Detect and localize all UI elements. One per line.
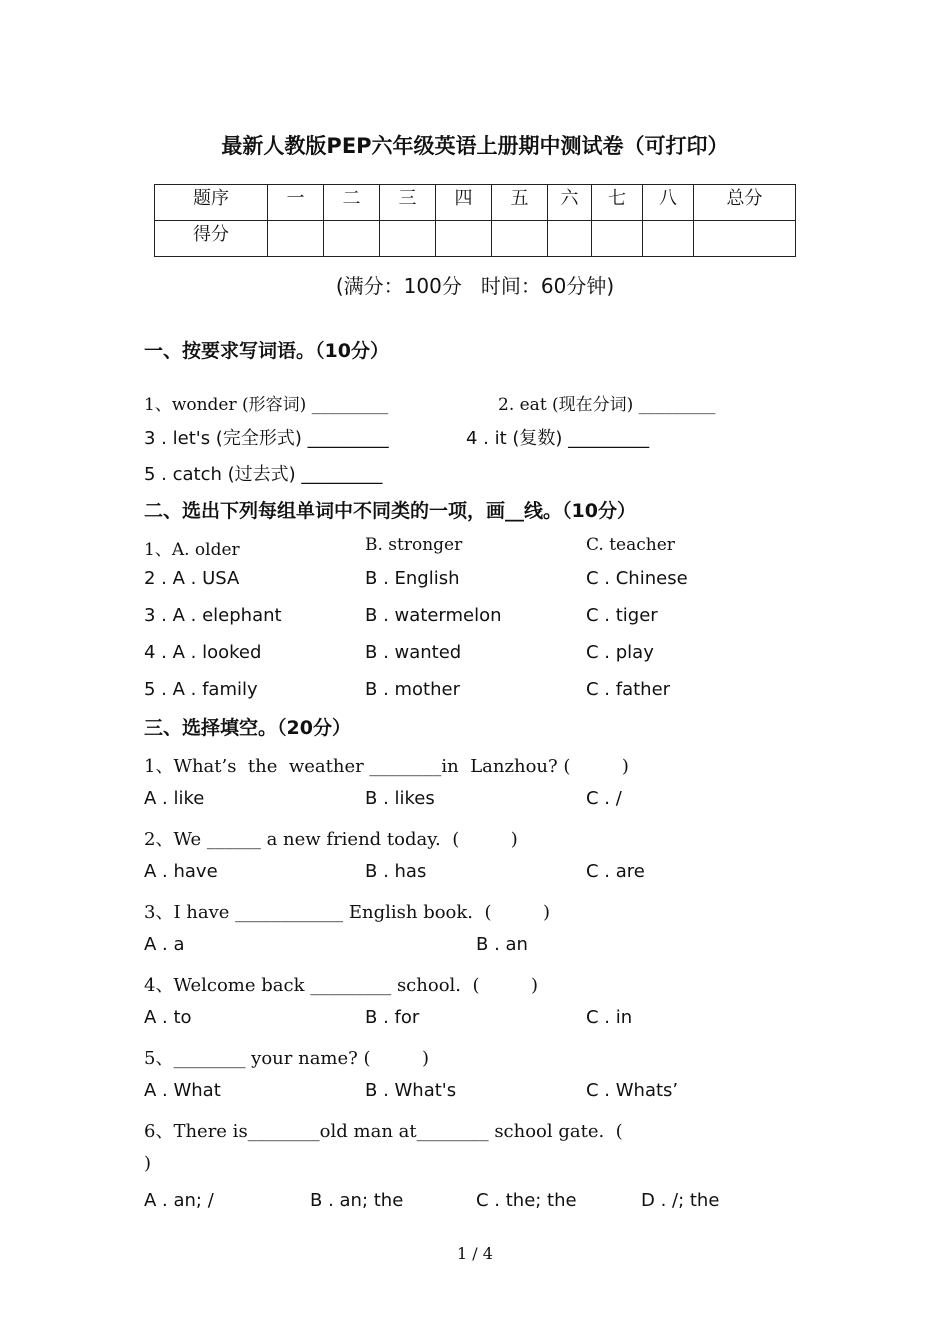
- option-text: B . has: [365, 861, 427, 882]
- option-text: A . to: [144, 1007, 192, 1028]
- option-text: A . like: [144, 788, 205, 809]
- option-text: A . have: [144, 861, 218, 882]
- option-text: C . Whats’: [586, 1080, 679, 1101]
- question-text: 4、Welcome back _________ school. ( ): [144, 975, 538, 996]
- option-text: A . an; /: [144, 1190, 214, 1211]
- question-text: 3 . let's (完全形式) _________: [144, 428, 389, 449]
- score-table-score-row: [155, 221, 796, 257]
- table-cell: 七: [592, 185, 643, 221]
- exam-info: (满分：100分 时间：60分钟): [335, 274, 615, 298]
- option-text: B . an: [476, 934, 528, 955]
- option-text: 5 . A . family: [144, 679, 258, 700]
- table-cell: 题序: [155, 185, 268, 221]
- table-cell: 二: [324, 185, 380, 221]
- question-text: 4 . it (复数) _________: [466, 428, 650, 449]
- table-cell: 六: [548, 185, 592, 221]
- option-text: C . tiger: [586, 605, 658, 626]
- page-title: 最新人教版PEP六年级英语上册期中测试卷（可打印）: [221, 134, 729, 158]
- option-text: B . wanted: [365, 642, 462, 663]
- section-2-heading: 二、选出下列每组单词中不同类的一项，画__线。（10分）: [144, 500, 636, 522]
- score-cell: [694, 221, 796, 257]
- option-text: C . play: [586, 642, 654, 663]
- question-text: 6、There is________old man at________ school gate. (: [144, 1121, 623, 1142]
- question-text: 2. eat (现在分词) _________: [498, 395, 716, 415]
- question-text: 1、What’s the weather ________in Lanzhou? ( ): [144, 756, 629, 777]
- table-cell: 五: [492, 185, 548, 221]
- option-text: B . mother: [365, 679, 461, 700]
- option-text: C . in: [586, 1007, 633, 1028]
- option-text: C . /: [586, 788, 622, 809]
- option-text: A . What: [144, 1080, 221, 1101]
- option-text: B . an; the: [310, 1190, 404, 1211]
- score-cell: [268, 221, 324, 257]
- table-cell: 一: [268, 185, 324, 221]
- question-text-continued: ): [144, 1153, 152, 1174]
- table-cell: 三: [380, 185, 436, 221]
- table-cell: 八: [643, 185, 694, 221]
- question-text: 5、________ your name? ( ): [144, 1048, 430, 1069]
- question-text: 5 . catch (过去式) _________: [144, 464, 383, 485]
- option-text: A . a: [144, 934, 185, 955]
- score-cell: [643, 221, 694, 257]
- table-cell: 四: [436, 185, 492, 221]
- score-cell: [492, 221, 548, 257]
- score-cell: [592, 221, 643, 257]
- option-text: B. stronger: [365, 535, 463, 555]
- question-text: 2、We ______ a new friend today. ( ): [144, 829, 518, 850]
- question-text: 3、I have ____________ English book. ( ): [144, 902, 551, 923]
- page-number: 1 / 4: [457, 1244, 493, 1263]
- section-3-heading: 三、选择填空。（20分）: [144, 717, 351, 739]
- option-text: C . Chinese: [586, 568, 688, 589]
- option-text: C . father: [586, 679, 671, 700]
- option-text: C. teacher: [586, 535, 675, 555]
- score-cell: [380, 221, 436, 257]
- option-text: 3 . A . elephant: [144, 605, 282, 626]
- option-text: 4 . A . looked: [144, 642, 262, 663]
- option-text: 2 . A . USA: [144, 568, 240, 589]
- option-text: B . watermelon: [365, 605, 502, 626]
- table-cell: 总分: [694, 185, 796, 221]
- option-text: B . for: [365, 1007, 420, 1028]
- option-text: 1、A. older: [144, 540, 240, 560]
- question-text: 1、wonder (形容词) _________: [144, 395, 389, 415]
- score-table: [154, 184, 796, 257]
- option-text: B . English: [365, 568, 460, 589]
- score-table-header-row: [155, 185, 796, 221]
- option-text: B . What's: [365, 1080, 457, 1101]
- score-cell: [548, 221, 592, 257]
- option-text: D . /; the: [641, 1190, 720, 1211]
- option-text: B . likes: [365, 788, 435, 809]
- option-text: C . the; the: [476, 1190, 577, 1211]
- score-cell: [324, 221, 380, 257]
- score-cell: [436, 221, 492, 257]
- section-1-heading: 一、按要求写词语。（10分）: [144, 340, 389, 362]
- table-cell: 得分: [155, 221, 268, 257]
- option-text: C . are: [586, 861, 645, 882]
